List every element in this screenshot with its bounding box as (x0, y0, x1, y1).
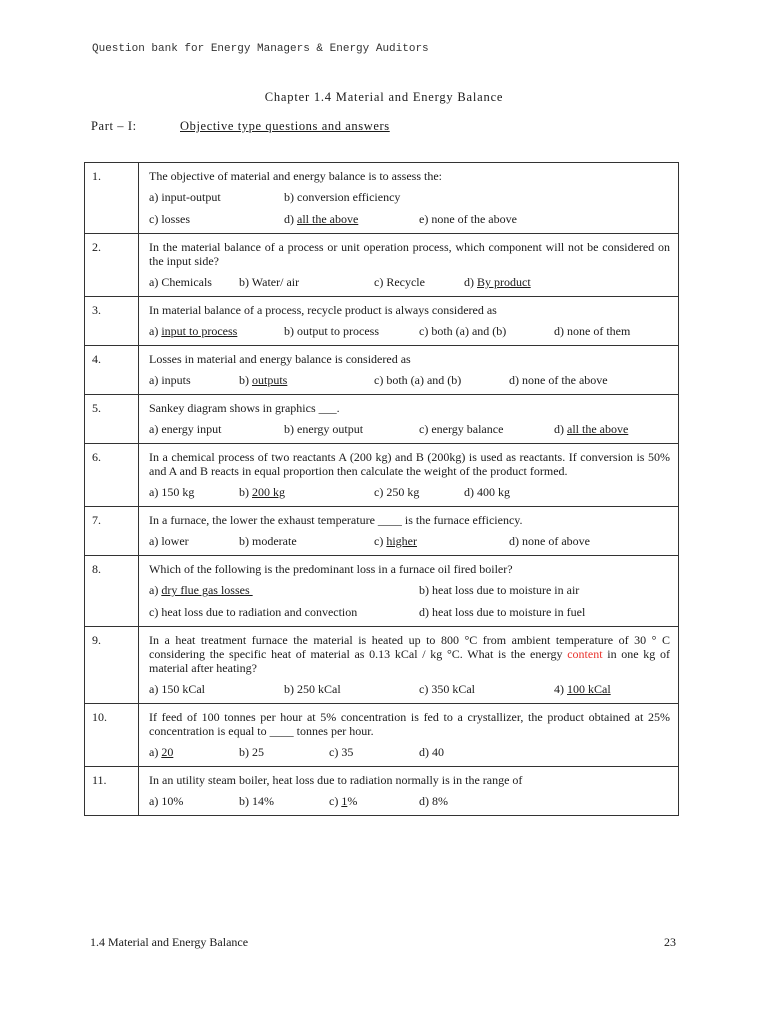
option: d) none of the above (509, 373, 608, 387)
option-row (149, 422, 670, 437)
correct-answer: 1 (341, 794, 348, 808)
question-number: 2. (85, 234, 139, 297)
question-text: If feed of 100 tonnes per hour at 5% concentration is fed to a crystallizer, the product obtained at 25% concentration is equal to ____ tonnes per hour. (149, 710, 670, 738)
question-row (85, 556, 679, 627)
correct-answer: dry flue gas losses (161, 583, 253, 597)
option: c) 250 kg (374, 485, 420, 499)
option: c) Recycle (374, 275, 425, 289)
option-correct: d) all the above (554, 422, 629, 436)
question-row (85, 234, 679, 297)
question-row (85, 627, 679, 704)
option: b) energy output (284, 422, 364, 436)
question-text: In a heat treatment furnace the material is heated up to 800 °C from ambient temperature of 30 ° C considering the specific heat of material as 0.13 kCal / kg °C. What is the energy content in one kg of material after heating? (149, 633, 671, 675)
correct-answer: 100 kCal (567, 682, 611, 696)
option-row (149, 682, 670, 697)
correct-answer: input to process (161, 324, 238, 338)
option-row (149, 275, 670, 290)
question-row (85, 346, 679, 395)
option: b) heat loss due to moisture in air (419, 583, 580, 597)
option-correct: b) outputs (239, 373, 288, 387)
option: a) inputs (149, 373, 191, 387)
option: d) 40 (419, 745, 444, 759)
question-number: 9. (85, 627, 139, 704)
question-row (85, 297, 679, 346)
option-correct: b) 200 kg (239, 485, 285, 499)
option: a) 150 kCal (149, 682, 205, 696)
option-row (149, 745, 670, 760)
question-row (85, 704, 679, 767)
correct-answer: all the above (567, 422, 629, 436)
option: b) moderate (239, 534, 297, 548)
option: a) 150 kg (149, 485, 195, 499)
option: c) losses (149, 212, 190, 226)
page-header: Question bank for Energy Managers & Energy Auditors (92, 43, 429, 55)
option-correct: d) all the above (284, 212, 359, 226)
page-number: 23 (664, 935, 676, 949)
option: c) both (a) and (b) (419, 324, 507, 338)
option-correct: c) 1% (329, 794, 358, 808)
question-row (85, 444, 679, 507)
footer-title: 1.4 Material and Energy Balance (90, 935, 249, 949)
chapter-title: Chapter 1.4 Material and Energy Balance (264, 90, 504, 104)
correct-answer: By product (477, 275, 531, 289)
question-text: In a chemical process of two reactants A (200 kg) and B (200kg) is used as reactants. If conversion is 50% and A and B reacts in equal proportion then calculate the weight of the product formed. (149, 450, 670, 478)
question-text: The objective of material and energy balance is to assess the: (149, 169, 443, 183)
option: b) 25 (239, 745, 264, 759)
question-number: 6. (85, 444, 139, 507)
option: b) 250 kCal (284, 682, 341, 696)
option-row (149, 485, 670, 500)
option-row (149, 212, 670, 227)
option: d) heat loss due to moisture in fuel (419, 605, 586, 619)
question-text: Which of the following is the predominant loss in a furnace oil fired boiler? (149, 562, 513, 576)
question-number: 5. (85, 395, 139, 444)
question-row (85, 163, 679, 234)
option-correct: c) higher (374, 534, 417, 548)
option-correct: a) 20 (149, 745, 174, 759)
question-row (85, 507, 679, 556)
option-row (149, 794, 670, 809)
highlighted-word: content (567, 647, 603, 661)
question-number: 7. (85, 507, 139, 556)
option-row (149, 605, 670, 620)
option-row (149, 190, 670, 205)
option: c) both (a) and (b) (374, 373, 462, 387)
question-text: In a furnace, the lower the exhaust temperature ____ is the furnace efficiency. (149, 513, 523, 527)
option-row (149, 373, 670, 388)
question-text: In material balance of a process, recycle product is always considered as (149, 303, 497, 317)
correct-answer: higher (386, 534, 417, 548)
question-number: 8. (85, 556, 139, 627)
question-number: 11. (85, 767, 139, 816)
question-number: 3. (85, 297, 139, 346)
option: d) 400 kg (464, 485, 510, 499)
option-row (149, 534, 670, 549)
option-correct: a) input to process (149, 324, 238, 338)
option-correct: a) dry flue gas losses (149, 583, 253, 597)
option: c) 350 kCal (419, 682, 475, 696)
question-row (85, 767, 679, 816)
question-table (84, 162, 679, 816)
option-row (149, 583, 670, 598)
option-row (149, 324, 670, 339)
question-text: Sankey diagram shows in graphics ___. (149, 401, 340, 415)
correct-answer: all the above (297, 212, 359, 226)
question-number: 10. (85, 704, 139, 767)
correct-answer: outputs (252, 373, 288, 387)
correct-answer: 20 (161, 745, 174, 759)
question-number: 1. (85, 163, 139, 234)
option: c) energy balance (419, 422, 504, 436)
question-text: In an utility steam boiler, heat loss due to radiation normally is in the range of (149, 773, 523, 787)
option: b) output to process (284, 324, 379, 338)
option: c) 35 (329, 745, 354, 759)
option: a) lower (149, 534, 189, 548)
question-text: In the material balance of a process or unit operation process, which component will not be considered on the input side? (149, 240, 670, 268)
part-heading (91, 119, 390, 134)
option: c) heat loss due to radiation and convection (149, 605, 358, 619)
option: a) energy input (149, 422, 222, 436)
part-subtitle: Objective type questions and answers (180, 119, 390, 133)
option: b) Water/ air (239, 275, 300, 289)
option: d) none of them (554, 324, 631, 338)
option-correct: 4) 100 kCal (554, 682, 611, 696)
part-label: Part – I: (91, 119, 137, 133)
option: d) 8% (419, 794, 448, 808)
option: b) conversion efficiency (284, 190, 401, 204)
option: d) none of above (509, 534, 590, 548)
option: b) 14% (239, 794, 274, 808)
option: a) 10% (149, 794, 184, 808)
option: a) input-output (149, 190, 221, 204)
option: e) none of the above (419, 212, 517, 226)
question-row (85, 395, 679, 444)
correct-answer: 200 kg (252, 485, 285, 499)
option-correct: d) By product (464, 275, 531, 289)
question-text: Losses in material and energy balance is considered as (149, 352, 411, 366)
option: a) Chemicals (149, 275, 212, 289)
question-number: 4. (85, 346, 139, 395)
